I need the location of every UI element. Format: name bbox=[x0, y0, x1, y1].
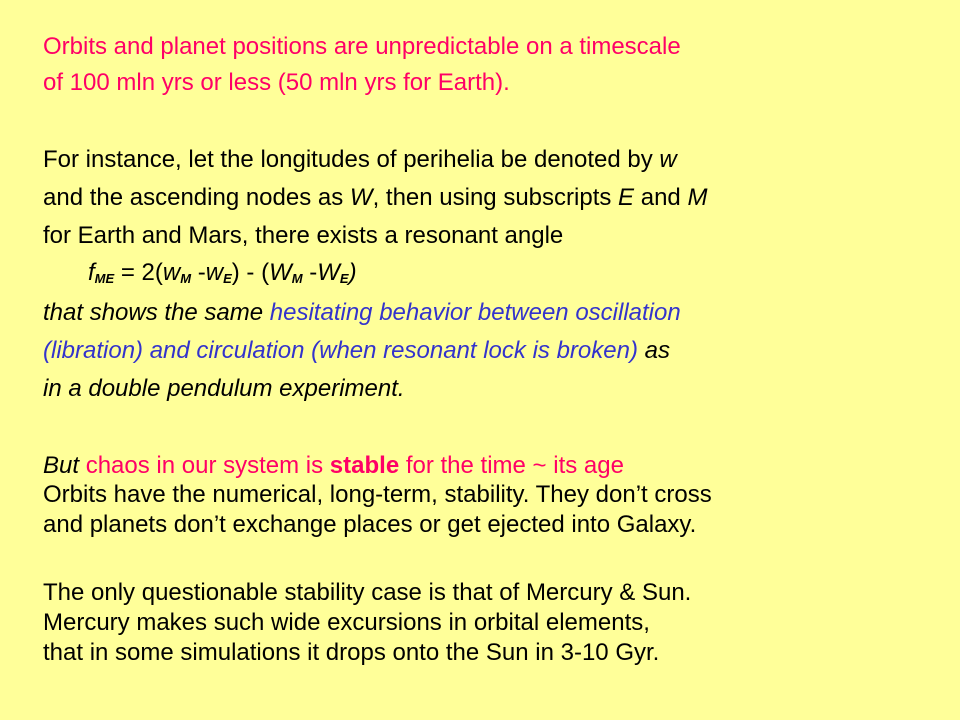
formula-part: = 2( bbox=[114, 259, 163, 286]
formula-part: - bbox=[302, 259, 318, 286]
age-text: for the time ~ its age bbox=[399, 452, 624, 479]
formula-f-sub: ME bbox=[94, 271, 115, 286]
but-text: But bbox=[43, 452, 86, 479]
instance-text: and bbox=[634, 184, 688, 211]
formula-sub: E bbox=[223, 271, 232, 286]
symbol-w: w bbox=[659, 146, 677, 173]
instance-text: , then using subscripts bbox=[372, 184, 619, 211]
behavior-text: as bbox=[637, 337, 670, 364]
formula-sub: M bbox=[180, 271, 192, 286]
resonant-angle-formula bbox=[88, 258, 357, 288]
mercury-line-2: Mercury makes such wide excursions in orbital elements, bbox=[43, 609, 650, 636]
stable-text: stable bbox=[329, 452, 400, 479]
mercury-line-1: The only questionable stability case is that of Mercury & Sun. bbox=[43, 579, 692, 606]
instance-line-3: for Earth and Mars, there exists a resonant angle bbox=[43, 222, 564, 249]
mercury-line-3: that in some simulations it drops onto the Sun in 3-10 Gyr. bbox=[43, 639, 660, 666]
symbol-E: E bbox=[618, 184, 635, 211]
symbol-W: W bbox=[349, 184, 373, 211]
chaos-text: chaos in our system is bbox=[85, 452, 330, 479]
instance-line-1 bbox=[43, 145, 677, 175]
intro-line-1: Orbits and planet positions are unpredictable on a timescale bbox=[43, 33, 681, 60]
behavior-line-1 bbox=[43, 298, 681, 328]
behavior-line-3: in a double pendulum experiment. bbox=[43, 375, 405, 402]
behavior-highlight: hesitating behavior between oscillation bbox=[269, 299, 681, 326]
instance-text: and the ascending nodes as bbox=[43, 184, 350, 211]
instance-line-2 bbox=[43, 183, 707, 213]
formula-W: W bbox=[269, 259, 292, 286]
behavior-line-2 bbox=[43, 336, 670, 366]
stability-line-2: Orbits have the numerical, long-term, stability. They don’t cross bbox=[43, 481, 712, 508]
formula-part: ) - ( bbox=[231, 259, 270, 286]
formula-w: w bbox=[162, 259, 181, 286]
formula-part: ) bbox=[348, 259, 357, 286]
behavior-highlight: (libration) and circulation (when resonant lock is broken) bbox=[43, 337, 638, 364]
formula-sub: E bbox=[339, 271, 349, 286]
formula-f: f bbox=[88, 259, 95, 286]
intro-line-2: of 100 mln yrs or less (50 mln yrs for Earth). bbox=[43, 69, 510, 96]
symbol-M: M bbox=[687, 184, 708, 211]
stability-line-1 bbox=[43, 451, 624, 481]
instance-text: For instance, let the longitudes of perihelia be denoted by bbox=[43, 146, 660, 173]
formula-sub: M bbox=[291, 271, 303, 286]
stability-line-3: and planets don’t exchange places or get ejected into Galaxy. bbox=[43, 511, 697, 538]
formula-w: w bbox=[205, 259, 224, 286]
behavior-text: that shows the same bbox=[43, 299, 270, 326]
formula-part: - bbox=[191, 259, 206, 286]
formula-W: W bbox=[317, 259, 340, 286]
